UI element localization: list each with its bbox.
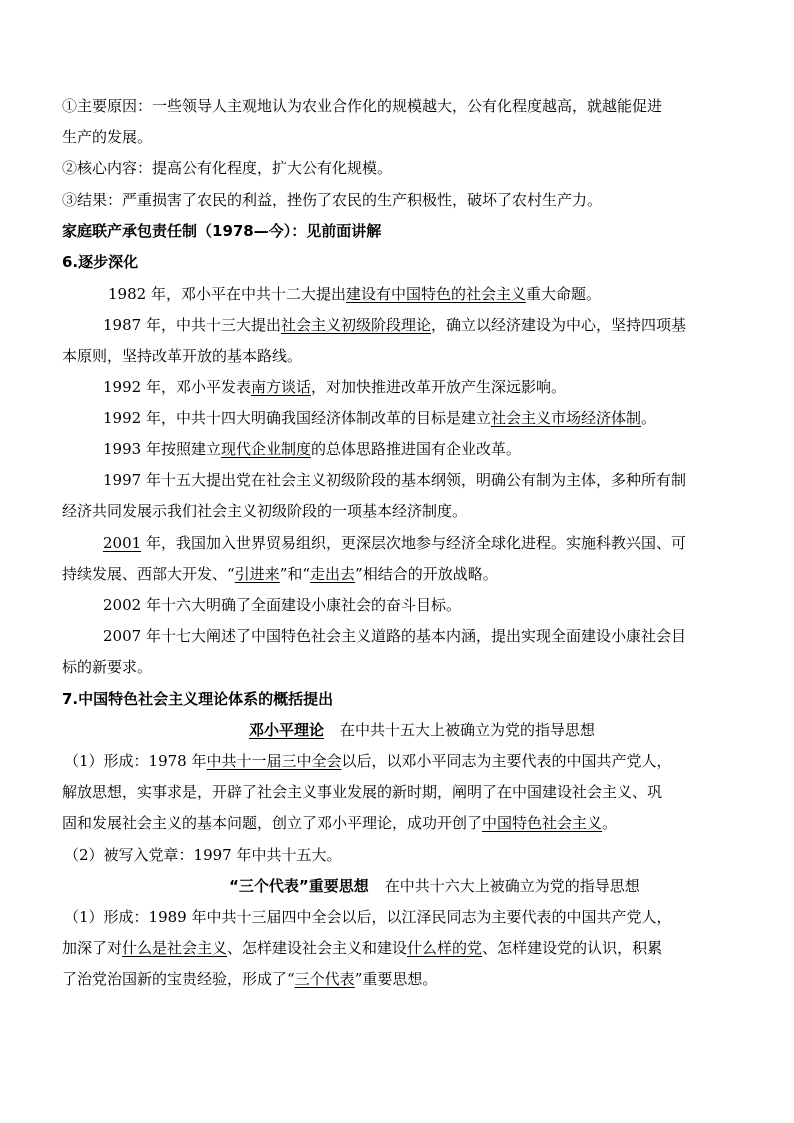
main-reason-line-1: ①主要原因：一些领导人主观地认为农业合作化的规模越大，公有化程度越高，就越能促进 <box>62 97 663 115</box>
three-formation-line-3 <box>62 969 437 989</box>
deng-formation-line-2: 解放思想，实事求是，开辟了社会主义事业发展的新时期，阐明了在中国建设社会主义、巩 <box>62 783 663 801</box>
event-2007-line-2: 标的新要求。 <box>62 658 153 676</box>
underlined-term: 中共十一届三中全会 <box>206 752 342 770</box>
event-1997-line-2: 经济共同发展示我们社会主义初级阶段的一项基本经济制度。 <box>62 502 468 520</box>
result: ③结果：严重损害了农民的利益，挫伤了农民的生产积极性，破坏了农村生产力。 <box>62 191 603 209</box>
core-content: ②核心内容：提高公有化程度，扩大公有化规模。 <box>62 159 393 177</box>
text: 年，我国加入世界贸易组织，更深层次地参与经济全球化进程。实施科教兴国、可 <box>141 534 686 552</box>
text: 、怎样建设党的认识，积累 <box>482 939 663 957</box>
text: 加深了对 <box>62 939 123 957</box>
text: ，对加快推进改革开放产生深远影响。 <box>310 378 566 396</box>
section-6-title: 6.逐步深化 <box>62 253 139 271</box>
underlined-term: 走出去 <box>310 565 356 583</box>
text: 、怎样建设社会主义和建设 <box>227 939 408 957</box>
event-1997-line-1: 1997 年十五大提出党在社会主义初级阶段的基本纲领，明确公有制为主体，多种所有制 <box>103 471 686 489</box>
section-7-title: 7.中国特色社会主义理论体系的概括提出 <box>62 690 334 708</box>
event-2002: 2002 年十六大明确了全面建设小康社会的奋斗目标。 <box>103 596 461 614</box>
underlined-term: 南方谈话 <box>250 378 311 396</box>
deng-written: （2）被写入党章：1997 年中共十五大。 <box>64 846 342 864</box>
underlined-term: 什么样的党 <box>407 939 483 957</box>
underlined-term: 社会主义初级阶段理论 <box>280 316 431 334</box>
text: 重大命题。 <box>525 285 601 303</box>
text: 以后，以邓小平同志为主要代表的中国共产党人， <box>341 752 672 770</box>
underlined-term: 中国特色社会主义 <box>482 814 603 832</box>
underlined-term: 建设有中国特色的社会主义 <box>345 285 526 303</box>
event-1992-congress <box>103 408 656 428</box>
event-1987-cont: 本原则，坚持改革开放的基本路线。 <box>62 347 303 365</box>
event-1993 <box>103 439 521 459</box>
three-represents-heading <box>229 876 640 896</box>
three-formation-line-1: （1）形成：1989 年中共十三届四中全会以后，以江泽民同志为主要代表的中国共产党人， <box>64 908 672 926</box>
heading-term: “三个代表”重要思想 <box>229 877 369 895</box>
text: ，确立以经济建设为中心，坚持四项基 <box>430 316 686 334</box>
underlined-term: 现代企业制度 <box>220 440 311 458</box>
text: 1982 年，邓小平在中共十二大提出 <box>108 285 346 303</box>
text: 固和发展社会主义的基本问题，创立了邓小平理论，成功开创了 <box>62 814 483 832</box>
underlined-term: 引进来 <box>234 565 280 583</box>
event-2007-line-1: 2007 年十七大阐述了中国特色社会主义道路的基本内涵，提出实现全面建设小康社会目 <box>103 627 686 645</box>
event-2001 <box>103 533 686 553</box>
text: ”重要思想。 <box>354 970 438 988</box>
three-formation-line-2 <box>62 938 662 958</box>
text: 持续发展、西部大开发、“ <box>62 565 235 583</box>
text: 的总体思路推进国有企业改革。 <box>310 440 521 458</box>
deng-theory-heading <box>249 720 595 740</box>
underlined-term: 什么是社会主义 <box>122 939 228 957</box>
deng-formation-line-3 <box>62 813 617 833</box>
heading-term: 邓小平理论 <box>249 721 325 739</box>
event-1982 <box>108 284 601 304</box>
underlined-term: 三个代表 <box>294 970 355 988</box>
main-reason-line-2: 生产的发展。 <box>62 128 153 146</box>
text: 1992 年，邓小平发表 <box>103 378 251 396</box>
text: ”和“ <box>279 565 311 583</box>
underlined-term: 社会主义市场经济体制 <box>490 409 641 427</box>
heading-note: 在中共十五大上被确立为党的指导思想 <box>340 721 596 739</box>
text: 。 <box>602 814 618 832</box>
underlined-term: 2001 <box>103 534 142 552</box>
heading-note: 在中共十六大上被确立为党的指导思想 <box>384 877 640 895</box>
event-1987 <box>103 315 686 335</box>
text: ”相结合的开放战略。 <box>355 565 498 583</box>
event-2001-cont <box>62 564 498 584</box>
text: 1987 年，中共十三大提出 <box>103 316 281 334</box>
text: 1993 年按照建立 <box>103 440 221 458</box>
text: 。 <box>640 409 656 427</box>
household-contract-heading: 家庭联产承包责任制（1978—今）：见前面讲解 <box>62 222 382 240</box>
event-1992-speech <box>103 377 566 397</box>
text: 1992 年，中共十四大明确我国经济体制改革的目标是建立 <box>103 409 491 427</box>
text: 了治党治国新的宝贵经验，形成了“ <box>62 970 295 988</box>
deng-formation-line-1 <box>64 751 672 771</box>
text: （1）形成：1978 年 <box>64 752 207 770</box>
